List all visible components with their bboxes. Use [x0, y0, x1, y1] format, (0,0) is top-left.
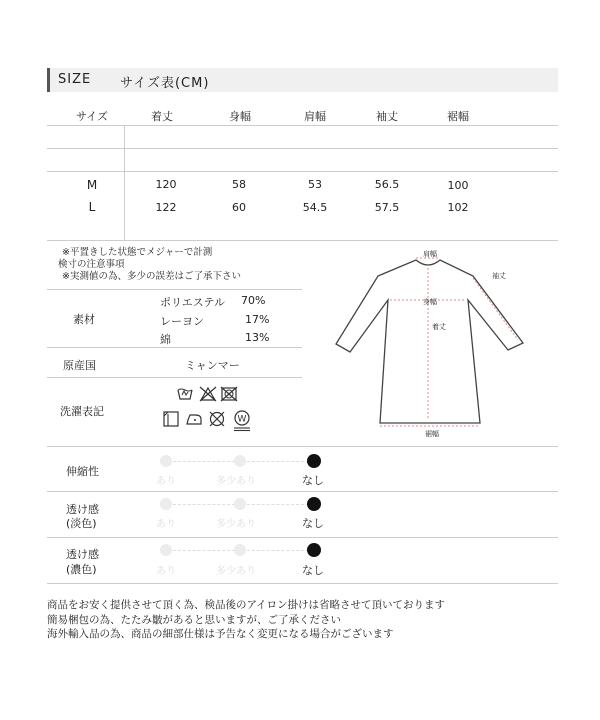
attribute-label: 透け感: [66, 503, 99, 516]
row-value: 56.5: [374, 178, 400, 191]
measure-note-title: 検寸の注意事項: [58, 259, 125, 270]
diagram-length-label: 着丈: [432, 323, 446, 331]
diagram-shoulder-label: 肩幅: [423, 250, 437, 258]
diagram-sleeve-label: 袖丈: [492, 272, 506, 280]
scale-label: 多少あり: [216, 566, 256, 577]
table-header-size: サイズ: [75, 110, 109, 123]
row-value: 58: [232, 178, 246, 191]
scale-dot: [160, 498, 172, 510]
origin-label: 原産国: [63, 359, 96, 372]
scale-dot-selected: [307, 454, 321, 468]
table-header-hem: 裾幅: [447, 110, 469, 123]
scale-dot-selected: [307, 543, 321, 557]
footer-note: 商品をお安く提供させて頂く為、検品後のアイロン掛けは省略させて頂いております: [47, 599, 446, 611]
footer-note: 簡易梱包の為、たたみ皺があると思いますが、ご了承ください: [47, 614, 341, 626]
section-header-accent: [47, 68, 50, 92]
scale-dot: [160, 544, 172, 556]
section-subtitle: サイズ表(CM): [120, 76, 210, 91]
line-dry-shade-icon: [162, 410, 180, 428]
table-header-sleeve: 袖丈: [376, 110, 398, 123]
material-pct: 13%: [245, 331, 270, 344]
origin-value: ミャンマー: [185, 359, 240, 372]
row-size: M: [86, 178, 98, 192]
diagram-hem-label: 裾幅: [425, 430, 439, 438]
measure-note: ※平置きした状態でメジャーで計測: [62, 247, 213, 258]
material-pct: 17%: [245, 313, 270, 326]
diagram-body-width-label: 身幅: [423, 298, 437, 306]
row-value: 100: [447, 179, 469, 192]
footer-note: 海外輸入品の為、商品の細部仕様は予告なく変更になる場合がございます: [47, 628, 394, 640]
scale-label: あり: [156, 566, 176, 577]
svg-text:W: W: [237, 414, 247, 425]
table-header-length: 着丈: [151, 110, 173, 123]
attribute-sublabel: (淡色): [66, 517, 97, 530]
no-bleach-icon: [199, 386, 217, 402]
scale-dot: [234, 455, 246, 467]
scale-label: あり: [156, 519, 176, 530]
care-label: 洗濯表記: [60, 405, 104, 418]
scale-label-selected: なし: [302, 517, 324, 530]
scale-dot-selected: [307, 497, 321, 511]
measure-note: ※実測値の為、多少の誤差はご了承下さい: [62, 271, 241, 282]
table-header-body-width: 身幅: [229, 110, 251, 123]
material-name: 綿: [160, 333, 171, 346]
table-header-shoulder: 肩幅: [304, 110, 326, 123]
attribute-label: 伸縮性: [66, 465, 99, 478]
scale-label: 多少あり: [216, 519, 256, 530]
scale-dot: [234, 498, 246, 510]
row-value: 102: [447, 201, 469, 214]
row-value: 120: [155, 178, 177, 191]
scale-dot: [234, 544, 246, 556]
row-size: L: [88, 200, 96, 214]
scale-label: あり: [156, 476, 176, 487]
no-tumble-dry-icon: [220, 386, 238, 402]
row-value: 122: [155, 201, 177, 214]
material-name: レーヨン: [160, 315, 204, 328]
row-value: 54.5: [302, 201, 328, 214]
hand-wash-icon: [176, 384, 194, 402]
row-value: 57.5: [374, 201, 400, 214]
scale-label-selected: なし: [302, 474, 324, 487]
material-name: ポリエステル: [160, 296, 226, 309]
scale-label-selected: なし: [302, 564, 324, 577]
row-value: 53: [308, 178, 322, 191]
section-title: SIZE: [58, 72, 92, 87]
material-pct: 70%: [241, 294, 266, 307]
wet-clean-icon: [231, 408, 253, 432]
garment-diagram: [318, 248, 558, 443]
iron-low-icon: [184, 410, 204, 428]
dress-outline: [336, 260, 523, 423]
material-label: 素材: [73, 313, 95, 326]
scale-label: 多少あり: [216, 476, 256, 487]
row-value: 60: [232, 201, 246, 214]
attribute-label: 透け感: [66, 548, 99, 561]
attribute-sublabel: (濃色): [66, 563, 97, 576]
no-dry-clean-icon: [208, 410, 226, 428]
scale-dot: [160, 455, 172, 467]
